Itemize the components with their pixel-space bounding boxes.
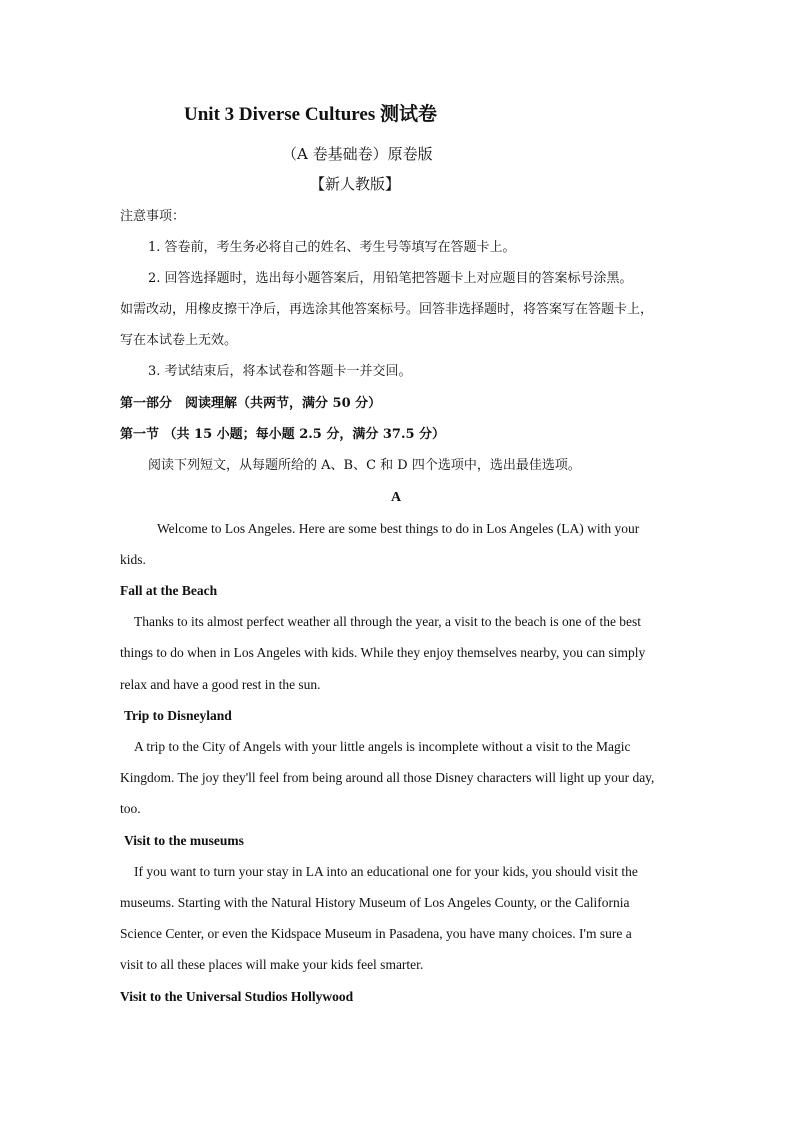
notes-heading: 注意事项： [120, 209, 186, 224]
subheading-beach: Fall at the Beach [120, 583, 218, 598]
museums-line-3: Science Center, or even the Kidspace Museum in Pasadena, you have many choices. I'm sure a [120, 926, 632, 941]
museums-line-1: If you want to turn your stay in LA into an educational one for your kids, you should visit the [134, 864, 638, 879]
notes-item-2-line-1: 2. 回答选择题时，选出每小题答案后，用铅笔把答题卡上对应题目的答案标号涂黑。 [148, 271, 633, 286]
disneyland-line-2: Kingdom. The joy they'll feel from being around all those Disney characters will light up your day, [120, 770, 655, 785]
beach-line-3: relax and have a good rest in the sun. [120, 677, 321, 692]
notes-item-3: 3. 考试结束后，将本试卷和答题卡一并交回。 [148, 364, 412, 379]
part-1-heading: 第一部分 阅读理解（共两节，满分 50 分） [120, 396, 382, 411]
section-1-heading: 第一节 （共 15 小题；每小题 2.5 分，满分 37.5 分） [120, 427, 446, 442]
notes-item-2-line-3: 写在本试卷上无效。 [120, 333, 238, 348]
subheading-disneyland: Trip to Disneyland [124, 708, 232, 723]
disneyland-line-3: too. [120, 801, 141, 816]
notes-item-1: 1. 答卷前，考生务必将自己的姓名、考生号等填写在答题卡上。 [148, 240, 516, 255]
beach-line-2: things to do when in Los Angeles with kids. While they enjoy themselves nearby, you can simply [120, 645, 646, 660]
subheading-museums: Visit to the museums [124, 833, 244, 848]
edition-label: 【新人教版】 [310, 175, 401, 193]
museums-line-4: visit to all these places will make your kids feel smarter. [120, 957, 424, 972]
notes-item-2-line-2: 如需改动，用橡皮擦干净后，再选涂其他答案标号。回答非选择题时，将答案写在答题卡上， [120, 302, 654, 317]
disneyland-line-1: A trip to the City of Angels with your little angels is incomplete without a visit to the Magic [134, 739, 631, 754]
subheading-universal: Visit to the Universal Studios Hollywood [120, 989, 354, 1004]
beach-line-1: Thanks to its almost perfect weather all through the year, a visit to the beach is one of the best [134, 614, 642, 629]
page-subtitle: （A 卷基础卷）原卷版 [282, 145, 433, 163]
passage-intro-line-1: Welcome to Los Angeles. Here are some best things to do in Los Angeles (LA) with your [157, 521, 640, 536]
passage-intro-line-2: kids. [120, 552, 146, 567]
page-title: Unit 3 Diverse Cultures 测试卷 [184, 104, 437, 125]
reading-instruction: 阅读下列短文，从每题所给的 A、B、C 和 D 四个选项中，选出最佳选项。 [148, 458, 581, 473]
museums-line-2: museums. Starting with the Natural History Museum of Los Angeles County, or the California [120, 895, 630, 910]
passage-letter: A [391, 490, 402, 505]
